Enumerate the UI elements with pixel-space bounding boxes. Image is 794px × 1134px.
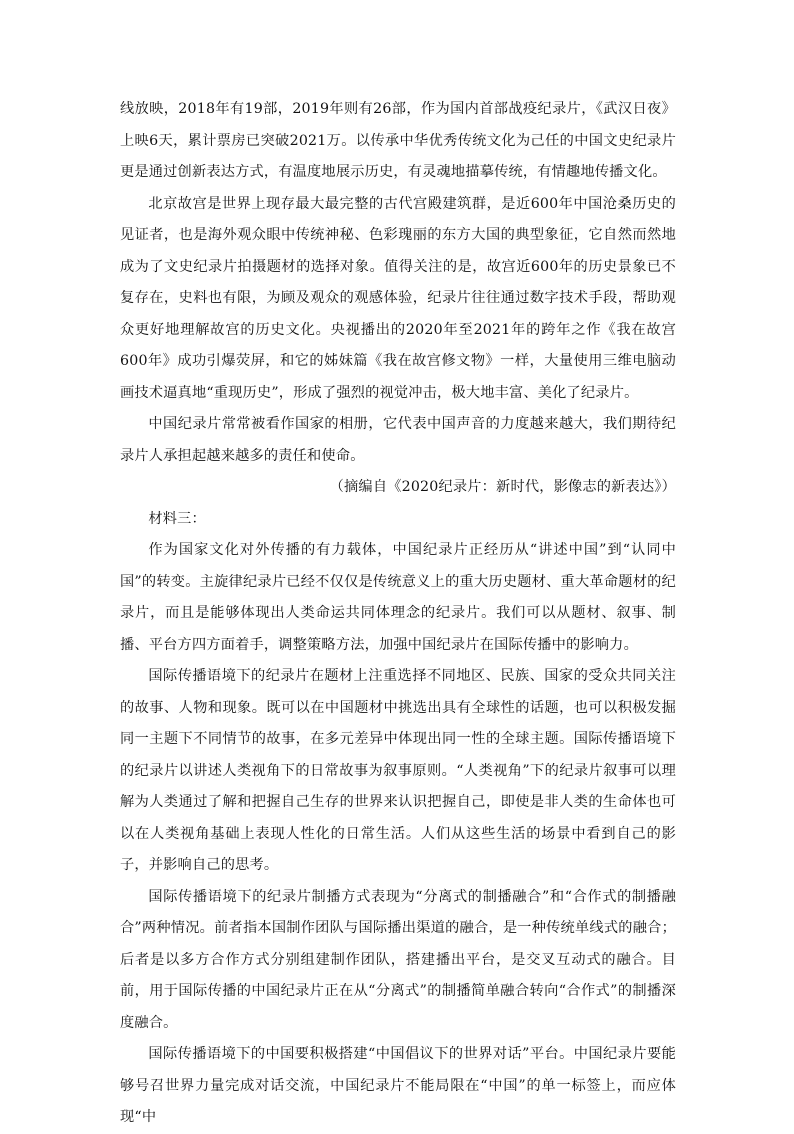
paragraph: 国际传播语境下的纪录片制播方式表现为“分离式的制播融合”和“合作式的制播融合”两种情况。前者指本国制作团队与国际播出渠道的融合，是一种传统单线式的融合；后者是以多方合作方式分别组建制作团队，搭建播出平台，是交叉互动式的融合。目前，用于国际传播的中国纪录片正在从“分离式”的制播简单融合转向“合作式”的制播深度融合。 <box>120 888 676 1031</box>
paragraph: 国际传播语境下的中国要积极搭建“中国倡议下的世界对话”平台。中国纪录片要能够号召世界力量完成对话交流，中国纪录片不能局限在“中国”的单一标签上，而应体现“中 <box>120 1046 676 1125</box>
paragraph: 线放映，2018年有19部，2019年则有26部，作为国内首部战疫纪录片，《武汉日夜》上映6天，累计票房已突破2021万。以传承中华优秀传统文化为己任的中国文史纪录片更是通过创新表达方式，有温度地展示历史，有灵魂地描摹传统，有情趣地传播文化。 <box>120 101 676 180</box>
source-citation: （摘编自《2020纪录片：新时代，影像志的新表达》） <box>329 479 676 495</box>
paragraph: 作为国家文化对外传播的有力载体，中国纪录片正经历从“讲述中国”到“认同中国”的转变。主旋律纪录片已经不仅仅是传统意义上的重大历史题材、重大革命题材的纪录片，而且是能够体现出人类命运共同体理念的纪录片。我们可以从题材、叙事、制播、平台方四方面着手，调整策略方法，加强中国纪录片在国际传播中的影响力。 <box>120 542 676 653</box>
paragraph: 中国纪录片常常被看作国家的相册，它代表中国声音的力度越来越大，我们期待纪录片人承担起越来越多的责任和使命。 <box>120 416 676 464</box>
document-body <box>120 94 676 1134</box>
paragraph: 国际传播语境下的纪录片在题材上注重选择不同地区、民族、国家的受众共同关注的故事、人物和现象。既可以在中国题材中挑选出具有全球性的话题，也可以积极发掘同一主题下不同情节的故事，在多元差异中体现出同一性的全球主题。国际传播语境下的纪录片以讲述人类视角下的日常故事为叙事原则。“人类视角”下的纪录片叙事可以理解为人类通过了解和把握自己生存的世界来认识把握自己，即使是非人类的生命体也可以在人类视角基础上表现人性化的日常生活。人们从这些生活的场景中看到自己的影子，并影响自己的思考。 <box>120 668 676 873</box>
section-heading: 材料三： <box>148 510 206 527</box>
paragraph: 北京故宫是世界上现存最大最完整的古代宫殿建筑群，是近600年中国沧桑历史的见证者，也是海外观众眼中传统神秘、色彩瑰丽的东方大国的典型象征，它自然而然地成为了文史纪录片拍摄题材的选择对象。值得关注的是，故宫近600年的历史景象已不复存在，史料也有限，为顾及观众的观感体验，纪录片往往通过数字技术手段，帮助观众更好地理解故宫的历史文化。央视播出的2020年至2021年的跨年之作《我在故宫600年》成功引爆荧屏，和它的姊妹篇《我在故宫修文物》一样，大量使用三维电脑动画技术逼真地“重现历史”，形成了强烈的视觉冲击，极大地丰富、美化了纪录片。 <box>120 195 676 401</box>
